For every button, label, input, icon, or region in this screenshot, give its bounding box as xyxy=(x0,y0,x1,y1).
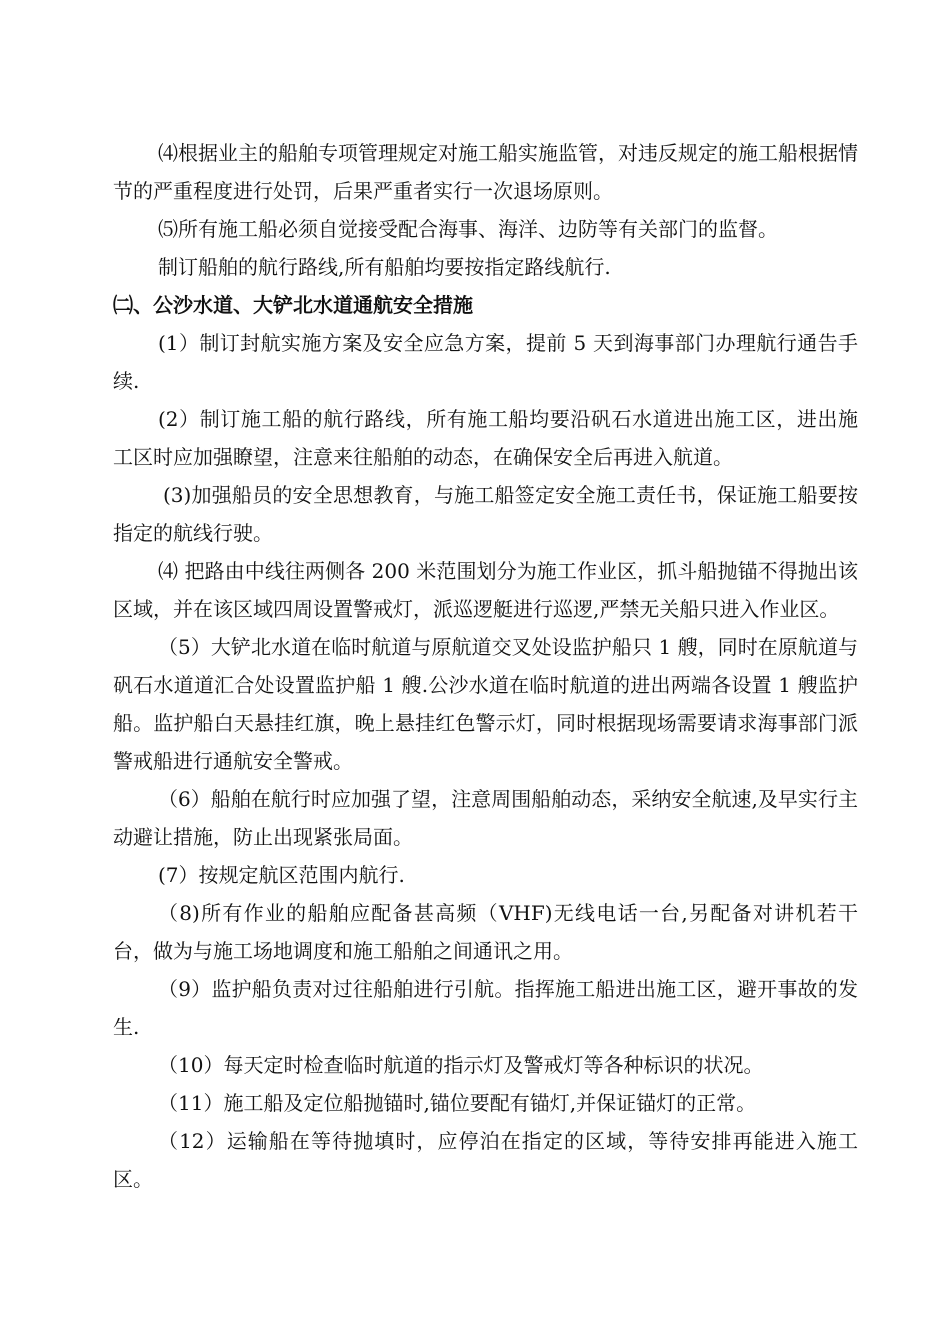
measure-item-4: ⑷ 把路由中线往两侧各 200 米范围划分为施工作业区，抓斗船抛锚不得抛出该区域，并在该区域四周设置警戒灯，派巡逻艇进行巡逻,严禁无关船只进入作业区。 xyxy=(113,559,858,621)
paragraph-route-rule: 制订船舶的航行路线,所有船舶均要按指定路线航行. xyxy=(158,255,611,279)
measure-item-9: （9）监护船负责对过往船舶进行引航。指挥施工船进出施工区，避开事故的发生. xyxy=(113,977,858,1039)
section-heading: ㈡、公沙水道、大铲北水道通航安全措施 xyxy=(113,293,473,317)
measure-item-1: (1）制订封航实施方案及安全应急方案，提前 5 天到海事部门办理航行通告手续. xyxy=(113,331,858,393)
measure-item-2: (2）制订施工船的航行路线，所有施工船均要沿矾石水道进出施工区，进出施工区时应加强瞭望，注意来往船舶的动态，在确保安全后再进入航道。 xyxy=(113,407,858,469)
measure-item-5: （5）大铲北水道在临时航道与原航道交叉处设监护船只 1 艘，同时在原航道与矾石水道道汇合处设置监护船 1 艘.公沙水道在临时航道的进出两端各设置 1 艘监护船。监护船白天悬挂红旗，晚上悬挂红色警示灯，同时根据现场需要请求海事部门派警戒船进行通航安全警戒。 xyxy=(113,635,858,773)
measure-item-12: （12）运输船在等待抛填时，应停泊在指定的区域，等待安排再能进入施工区。 xyxy=(113,1129,858,1191)
measure-item-3: (3)加强船员的安全思想教育，与施工船签定安全施工责任书，保证施工船要按指定的航线行驶。 xyxy=(113,483,858,545)
measure-item-7: (7）按规定航区范围内航行. xyxy=(158,863,405,887)
measure-item-10: （10）每天定时检查临时航道的指示灯及警戒灯等各种标识的状况。 xyxy=(158,1053,764,1077)
paragraph-supervision: ⑸所有施工船必须自觉接受配合海事、海洋、边防等有关部门的监督。 xyxy=(158,217,778,241)
measure-item-8: （8)所有作业的船舶应配备甚高频（VHF)无线电话一台,另配备对讲机若干台，做为与施工场地调度和施工船舶之间通讯之用。 xyxy=(113,901,858,963)
paragraph-owner-rules: ⑷根据业主的船舶专项管理规定对施工船实施监管，对违反规定的施工船根据情节的严重程度进行处罚，后果严重者实行一次退场原则。 xyxy=(113,141,858,203)
measure-item-6: （6）船舶在航行时应加强了望，注意周围船舶动态，采纳安全航速,及早实行主动避让措施，防止出现紧张局面。 xyxy=(113,787,858,849)
document-page xyxy=(113,134,858,1198)
measure-item-11: （11）施工船及定位船抛锚时,锚位要配有锚灯,并保证锚灯的正常。 xyxy=(158,1091,757,1115)
